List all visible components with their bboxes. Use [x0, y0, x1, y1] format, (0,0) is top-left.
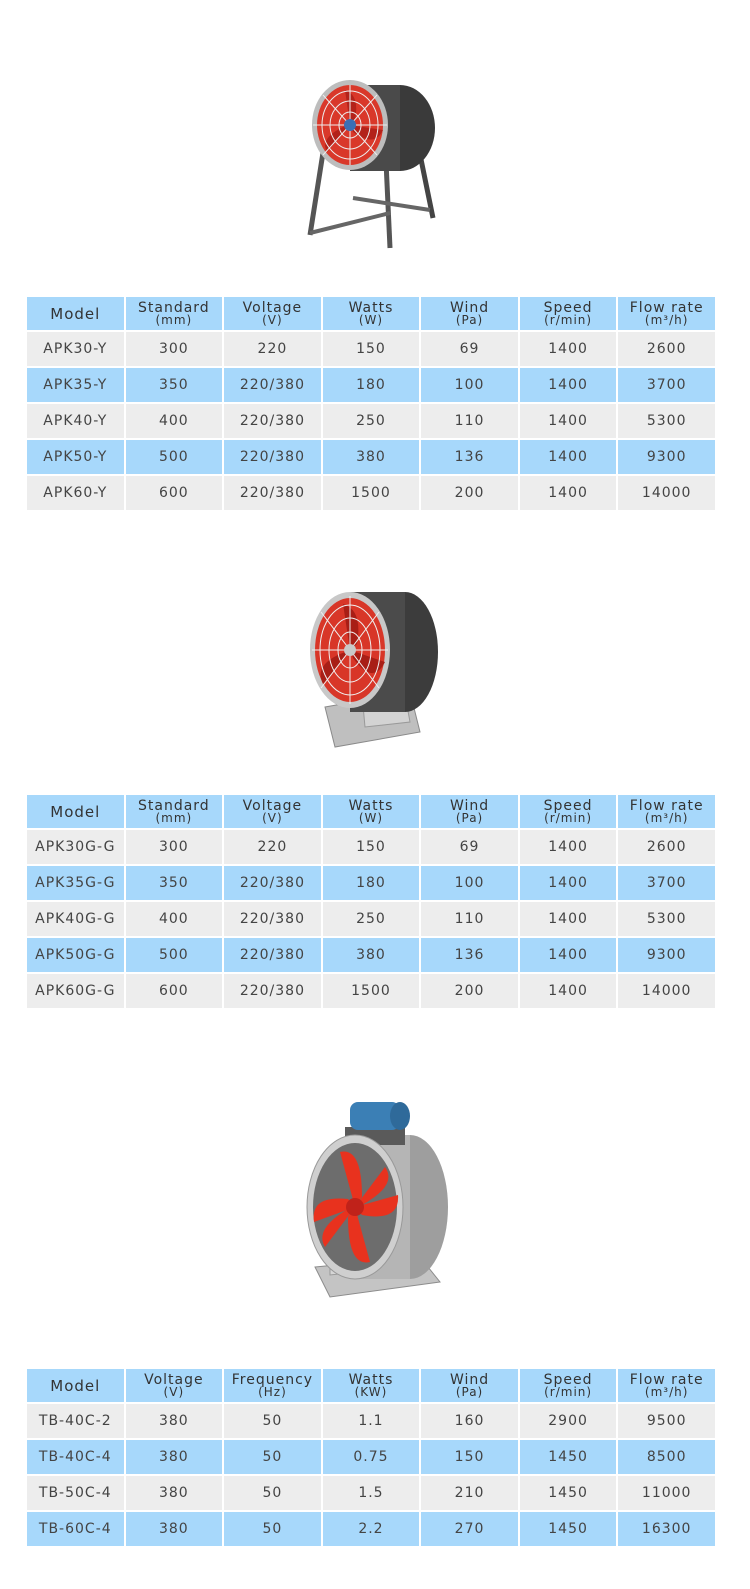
- cell: 1400: [520, 830, 617, 864]
- cell-model: APK30G-G: [27, 830, 124, 864]
- bracket-mount-fan-image: [0, 582, 750, 752]
- cell: 16300: [618, 1512, 715, 1546]
- cell: 3700: [618, 866, 715, 900]
- cell: 220/380: [224, 368, 321, 402]
- cell: 9500: [618, 1404, 715, 1438]
- header-wind: Wind (Pa): [421, 1369, 518, 1402]
- cell: 110: [421, 902, 518, 936]
- cell: 350: [126, 368, 223, 402]
- cell-model: APK60G-G: [27, 974, 124, 1008]
- table-row: [27, 1404, 715, 1438]
- table-header-row: [27, 795, 715, 828]
- cell: 1400: [520, 404, 617, 438]
- header-model: Model: [27, 795, 124, 828]
- cell-model: APK50G-G: [27, 938, 124, 972]
- floor-stand-fan-image: [0, 70, 750, 255]
- cell: 50: [224, 1404, 321, 1438]
- cell: 69: [421, 830, 518, 864]
- cell: 136: [421, 440, 518, 474]
- header-voltage: Voltage (V): [126, 1369, 223, 1402]
- belt-drive-fan-image: [0, 1097, 750, 1302]
- cell: 150: [323, 332, 420, 366]
- header-speed: Speed (r/min): [520, 795, 617, 828]
- table-row: [27, 902, 715, 936]
- header-model: Model: [27, 297, 124, 330]
- cell: 100: [421, 866, 518, 900]
- spec-table-tb-c: [25, 1367, 717, 1548]
- cell: 210: [421, 1476, 518, 1510]
- cell-model: APK50-Y: [27, 440, 124, 474]
- header-voltage: Voltage (V): [224, 297, 321, 330]
- cell: 220: [224, 830, 321, 864]
- cell: 1400: [520, 902, 617, 936]
- cell: 9300: [618, 938, 715, 972]
- cell: 1400: [520, 974, 617, 1008]
- table-row: [27, 866, 715, 900]
- cell: 220: [224, 332, 321, 366]
- cell: 200: [421, 476, 518, 510]
- header-speed: Speed (r/min): [520, 1369, 617, 1402]
- header-wind: Wind (Pa): [421, 795, 518, 828]
- table-row: [27, 938, 715, 972]
- table-header-row: [27, 297, 715, 330]
- cell: 110: [421, 404, 518, 438]
- cell: 500: [126, 938, 223, 972]
- cell: 1450: [520, 1476, 617, 1510]
- header-standard: Standard (mm): [126, 297, 223, 330]
- cell-model: TB-60C-4: [27, 1512, 124, 1546]
- cell: 11000: [618, 1476, 715, 1510]
- cell: 1450: [520, 1512, 617, 1546]
- cell: 100: [421, 368, 518, 402]
- cell: 1.1: [323, 1404, 420, 1438]
- table-row: [27, 1440, 715, 1474]
- cell: 50: [224, 1440, 321, 1474]
- cell: 220/380: [224, 974, 321, 1008]
- table-row: [27, 1512, 715, 1546]
- cell: 14000: [618, 974, 715, 1008]
- cell: 600: [126, 476, 223, 510]
- cell: 380: [126, 1476, 223, 1510]
- bracket-mount-fan-icon: [305, 582, 445, 752]
- cell: 2600: [618, 830, 715, 864]
- cell: 1400: [520, 476, 617, 510]
- cell: 3700: [618, 368, 715, 402]
- header-watts: Watts (W): [323, 795, 420, 828]
- cell: 1400: [520, 866, 617, 900]
- cell: 5300: [618, 902, 715, 936]
- cell: 270: [421, 1512, 518, 1546]
- cell: 180: [323, 866, 420, 900]
- table-header-row: [27, 1369, 715, 1402]
- cell: 380: [323, 938, 420, 972]
- cell-model: APK35-Y: [27, 368, 124, 402]
- header-frequency: Frequency (Hz): [224, 1369, 321, 1402]
- cell: 150: [323, 830, 420, 864]
- header-watts: Watts (W): [323, 297, 420, 330]
- cell: 300: [126, 332, 223, 366]
- cell: 9300: [618, 440, 715, 474]
- cell: 220/380: [224, 404, 321, 438]
- cell-model: APK30-Y: [27, 332, 124, 366]
- header-flow-rate: Flow rate (m³/h): [618, 795, 715, 828]
- table-row: [27, 332, 715, 366]
- cell: 380: [323, 440, 420, 474]
- cell: 50: [224, 1512, 321, 1546]
- cell: 1.5: [323, 1476, 420, 1510]
- cell: 220/380: [224, 476, 321, 510]
- cell: 50: [224, 1476, 321, 1510]
- table-row: [27, 974, 715, 1008]
- cell-model: APK40-Y: [27, 404, 124, 438]
- cell: 136: [421, 938, 518, 972]
- header-model: Model: [27, 1369, 124, 1402]
- cell: 250: [323, 902, 420, 936]
- cell: 1400: [520, 332, 617, 366]
- cell: 160: [421, 1404, 518, 1438]
- header-voltage: Voltage (V): [224, 795, 321, 828]
- cell-model: APK40G-G: [27, 902, 124, 936]
- cell: 600: [126, 974, 223, 1008]
- cell: 220/380: [224, 440, 321, 474]
- table-row: [27, 476, 715, 510]
- header-watts: Watts (KW): [323, 1369, 420, 1402]
- cell: 2600: [618, 332, 715, 366]
- cell: 220/380: [224, 866, 321, 900]
- cell: 500: [126, 440, 223, 474]
- table-row: [27, 830, 715, 864]
- cell: 1400: [520, 938, 617, 972]
- cell: 380: [126, 1404, 223, 1438]
- header-flow-rate: Flow rate (m³/h): [618, 1369, 715, 1402]
- cell-model: TB-40C-4: [27, 1440, 124, 1474]
- cell: 0.75: [323, 1440, 420, 1474]
- cell: 150: [421, 1440, 518, 1474]
- header-speed: Speed (r/min): [520, 297, 617, 330]
- cell: 220/380: [224, 938, 321, 972]
- cell: 200: [421, 974, 518, 1008]
- header-wind: Wind (Pa): [421, 297, 518, 330]
- floor-stand-fan-icon: [305, 70, 445, 255]
- spec-table-apk-y: [25, 295, 717, 512]
- cell: 220/380: [224, 902, 321, 936]
- cell: 1400: [520, 368, 617, 402]
- cell: 380: [126, 1512, 223, 1546]
- cell-model: APK35G-G: [27, 866, 124, 900]
- cell: 1400: [520, 440, 617, 474]
- cell: 14000: [618, 476, 715, 510]
- table-row: [27, 368, 715, 402]
- cell: 2900: [520, 1404, 617, 1438]
- cell: 8500: [618, 1440, 715, 1474]
- cell-model: TB-40C-2: [27, 1404, 124, 1438]
- table-row: [27, 1476, 715, 1510]
- cell-model: TB-50C-4: [27, 1476, 124, 1510]
- cell: 380: [126, 1440, 223, 1474]
- spec-table-apk-g: [25, 793, 717, 1010]
- cell: 69: [421, 332, 518, 366]
- header-flow-rate: Flow rate (m³/h): [618, 297, 715, 330]
- cell: 1500: [323, 476, 420, 510]
- cell: 1450: [520, 1440, 617, 1474]
- table-row: [27, 404, 715, 438]
- cell: 300: [126, 830, 223, 864]
- cell-model: APK60-Y: [27, 476, 124, 510]
- cell: 250: [323, 404, 420, 438]
- cell: 2.2: [323, 1512, 420, 1546]
- header-standard: Standard (mm): [126, 795, 223, 828]
- table-row: [27, 440, 715, 474]
- cell: 180: [323, 368, 420, 402]
- cell: 1500: [323, 974, 420, 1008]
- cell: 400: [126, 404, 223, 438]
- cell: 400: [126, 902, 223, 936]
- motor-top-fan-icon: [300, 1097, 450, 1302]
- cell: 350: [126, 866, 223, 900]
- cell: 5300: [618, 404, 715, 438]
